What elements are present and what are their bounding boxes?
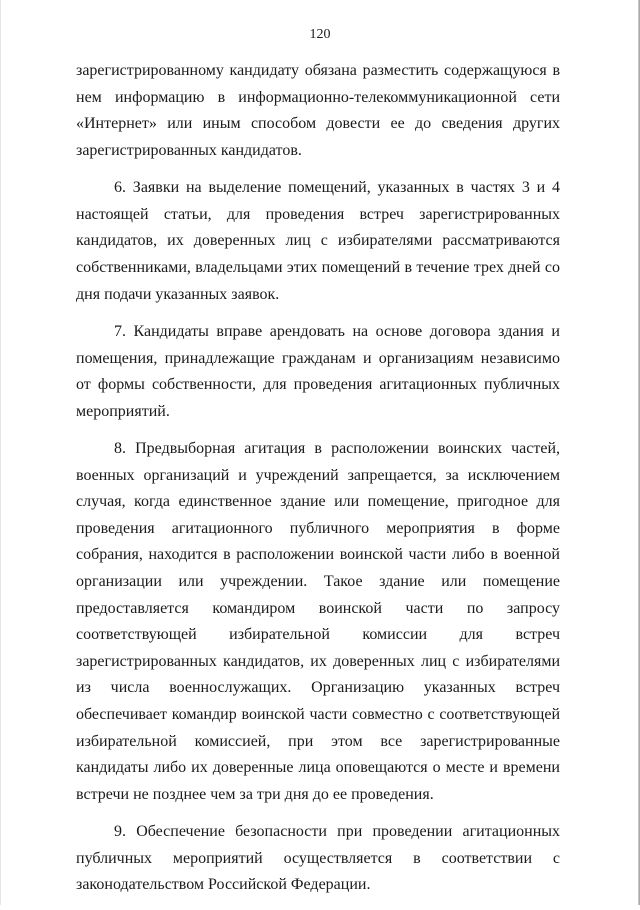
paragraph-continuation: зарегистрированному кандидату обязана разместить содержащуюся в нем информацию в информационно-телекоммуникационной сети «Интернет» или иным способом довести ее до сведения других зарегистрированных кандидатов.: [76, 62, 560, 159]
paragraph-6: 6. Заявки на выделение помещений, указанных в частях 3 и 4 настоящей статьи, для проведения встреч зарегистрированных кандидатов, их доверенных лиц с избирателями рассматриваются собственниками, владельцами этих помещений в течение трех дней со дня подачи указанных заявок.: [76, 179, 560, 303]
paragraph-8: 8. Предвыборная агитация в расположении воинских частей, военных организаций и учреждений запрещается, за исключением случая, когда единственное здание или помещение, пригодное для проведения агитационного публичного мероприятия в форме собрания, находится в расположении воинской части либо в военной организации или учреждении. Такое здание или помещение предоставляется командиром воинской части по запросу соответствующей избирательной комиссии для встреч зарегистрированных кандидатов, их доверенных лиц с избирателями из числа военнослужащих. Организацию указанных встреч обеспечивает командир воинской части совместно с соответствующей избирательной комиссией, при этом все зарегистрированные кандидаты либо их доверенные лица оповещаются о месте и времени встречи не позднее чем за три дня до ее проведения.: [76, 440, 560, 803]
document-body: [76, 58, 560, 910]
paragraph-9: 9. Обеспечение безопасности при проведении агитационных публичных мероприятий осуществляется в соответствии с законодательством Российской Федерации.: [76, 823, 560, 894]
page-number: 120: [309, 27, 331, 42]
scan-left-edge: [0, 0, 1, 905]
paragraph-7: 7. Кандидаты вправе арендовать на основе договора здания и помещения, принадлежащие гражданам и организациям независимо от формы собственности, для проведения агитационных публичных мероприятий.: [76, 322, 560, 420]
